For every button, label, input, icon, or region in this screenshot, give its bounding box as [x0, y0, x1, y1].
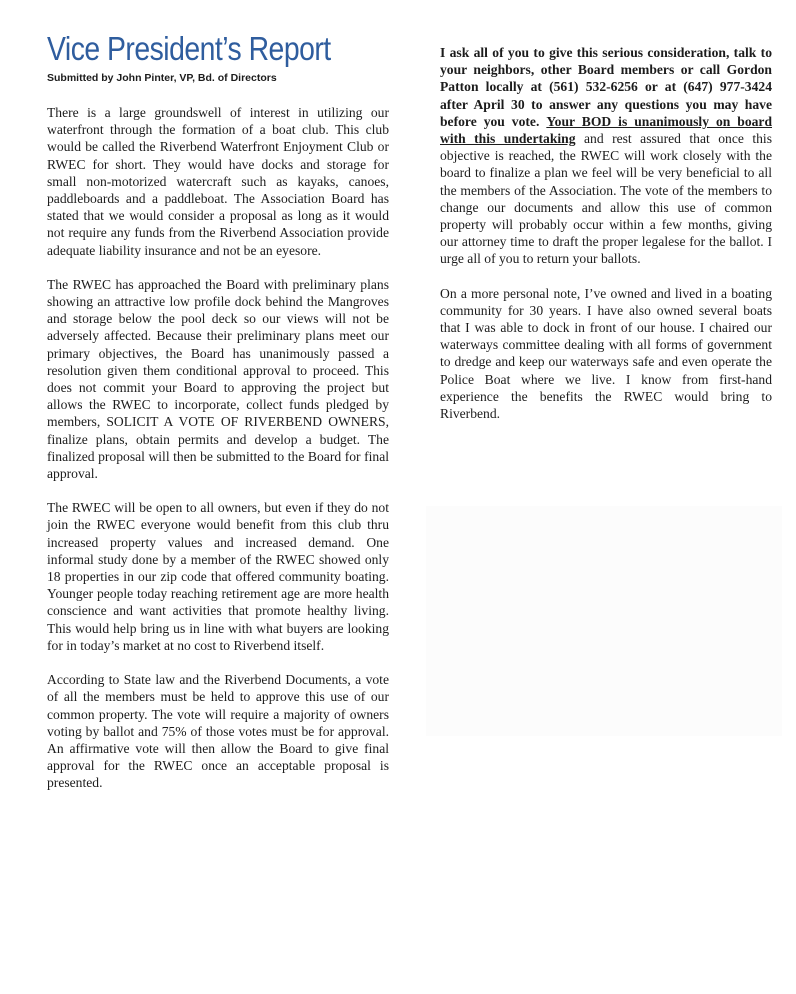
- consideration-request-bold: I ask all of you to give this serious consideration, talk to your neighbors, other Board members or call Gordon Patton locally at (561) 532-6256 or at (647) 977-3424 after April 30 to answer any questions you may have before you vote.: [440, 45, 772, 129]
- paragraph-boat-club-intro: There is a large groundswell of interest in utilizing our waterfront through the formation of a boat club. This club would be called the Riverbend Waterfront Enjoyment Club or RWEC for short. They would have docks and storage for small non-motorized watercraft such as kayaks, canoes, paddleboards and a paddleboat. The Association Board has stated that we would consider a proposal as long as it would not require any funds from the Riverbend Association provide adequate liability insurance and not be an eyesore.: [47, 105, 389, 258]
- blank-area: [426, 506, 782, 736]
- paragraph-personal-note: On a more personal note, I’ve owned and lived in a boating community for 30 years. I have also owned several boats that I was able to dock in front of our house. I chaired our waterways committee dealing with all forms of government to dredge and keep our waterways safe and even operate the Police Boat where we live. I know from first-hand experience the benefits the RWEC would bring to Riverbend.: [440, 285, 772, 422]
- paragraph-consideration-request: [440, 44, 772, 268]
- right-column: [440, 44, 772, 422]
- report-title: Vice President’s Report: [47, 30, 331, 67]
- paragraph-state-law-vote: According to State law and the Riverbend Documents, a vote of all the members must be held to approve this use of our common property. The vote will require a majority of owners voting by ballot and 75% of those votes must be for approval. An affirmative vote will then allow the Board to give final approval for the RWEC once an acceptable proposal is presented.: [47, 672, 389, 791]
- consideration-request-rest: and rest assured that once this objective is reached, the RWEC will work closely with the board to finalize a plan we feel will be very beneficial to all the members of the Association. The vote of the members to change our documents and allow this use of common property will probably occur within a few months, giving our attorney time to draft the proper legalese for the ballot. I urge all of you to return your ballots.: [440, 131, 772, 267]
- report-byline: Submitted by John Pinter, VP, Bd. of Directors: [47, 72, 277, 84]
- bod-unanimous-statement: Your BOD is unanimously on board with this undertaking: [440, 113, 773, 147]
- paragraph-rwec-benefits: The RWEC will be open to all owners, but even if they do not join the RWEC everyone would benefit from this club thru increased property values and increased demand. One informal study done by a member of the RWEC showed only 18 properties in our zip code that offered community boating. Younger people today reaching retirement age are more health conscience and want activities that promote healthy living. This would help bring us in line with what buyers are looking for in today’s market at no cost to Riverbend itself.: [47, 500, 389, 653]
- left-column: [47, 30, 389, 792]
- paragraph-rwec-preliminary-plans: The RWEC has approached the Board with preliminary plans showing an attractive low profile dock behind the Mangroves and storage below the pool deck so our views will not be adversely affected. Because their preliminary plans meet our primary objectives, the Board has unanimously passed a resolution given them conditional approval to proceed. This does not commit your Board to approving the project but allows the RWEC to incorporate, collect funds pledged by members, SOLICIT A VOTE OF RIVERBEND OWNERS, finalize plans, obtain permits and develop a budget. The finalized proposal will then be submitted to the Board for final approval.: [47, 276, 389, 482]
